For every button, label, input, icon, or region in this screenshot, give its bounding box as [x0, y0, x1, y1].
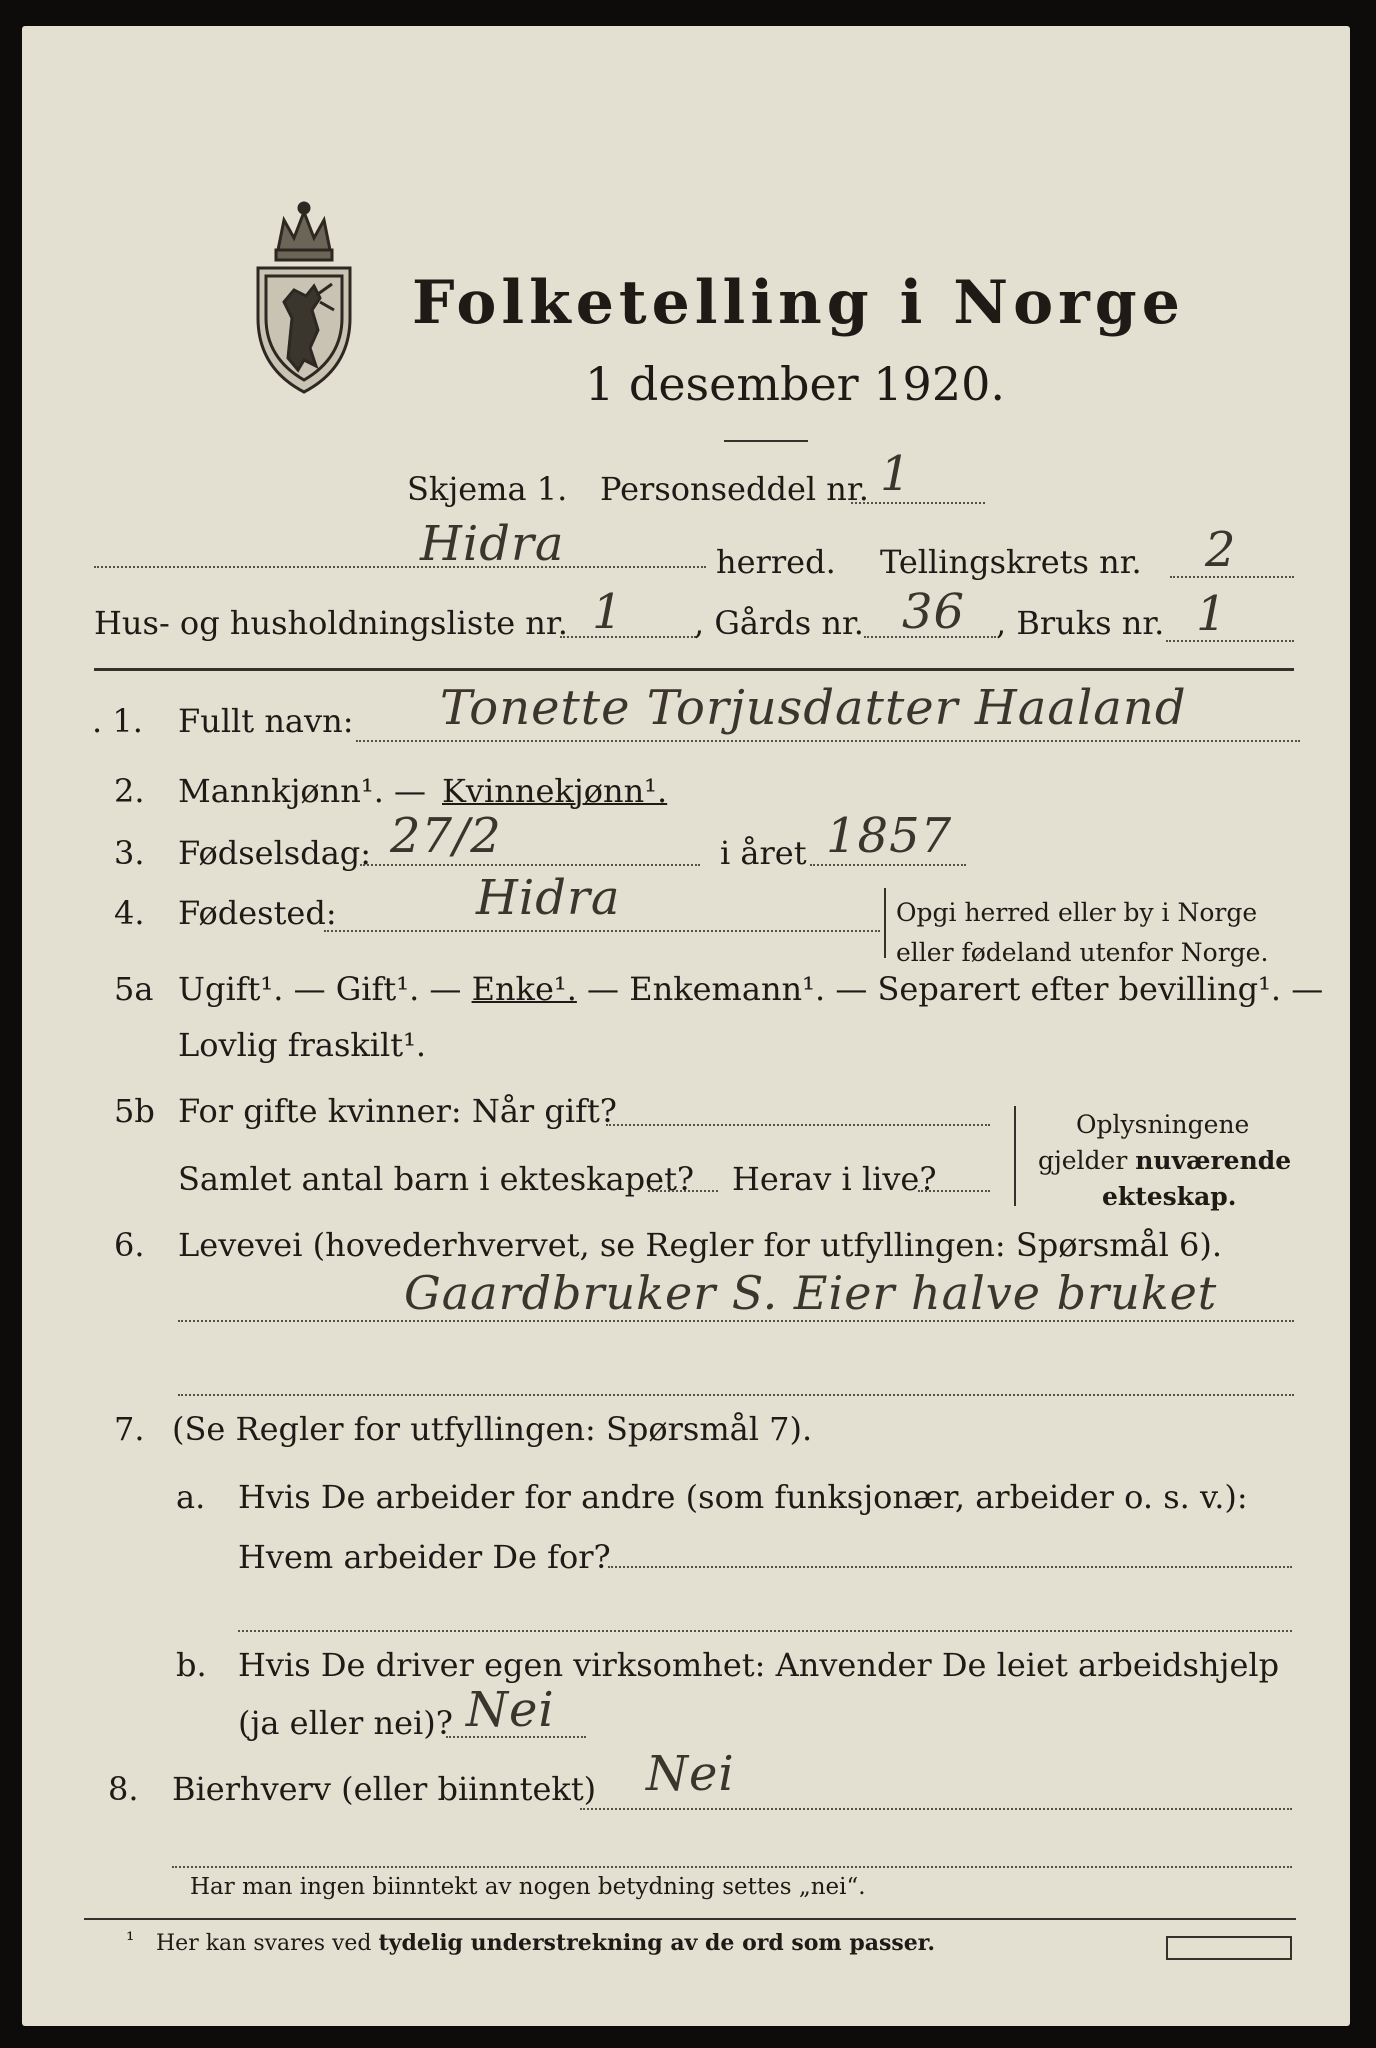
q6-label: Levevei (hovederhvervet, se Regler for utfyllingen: Spørsmål 6). [178, 1226, 1223, 1264]
q4-note-line1: Opgi herred eller by i Norge [896, 898, 1258, 927]
q5a-rest[interactable]: — Enkemann¹. — Separert efter bevilling¹. — [576, 970, 1324, 1008]
q7a-field-line1[interactable] [608, 1566, 1292, 1568]
q5a-gift[interactable]: — Gift¹. — [283, 970, 472, 1008]
q5a-ugift[interactable]: Ugift¹. [178, 970, 284, 1008]
q5b-alive-label: Herav i live? [732, 1160, 937, 1198]
q5b-note-brace [1014, 1106, 1019, 1206]
census-date: 1 desember 1920. [585, 357, 1005, 411]
q8-field-line1[interactable] [580, 1808, 1292, 1810]
tellingskrets-value: 2 [1205, 522, 1237, 578]
q3-year-field[interactable] [810, 864, 966, 866]
q7b-text: Hvis De driver egen virksomhet: Anvender De leiet arbeidshjelp [238, 1646, 1280, 1684]
gards-label: , Gårds nr. [694, 604, 864, 642]
q8-value: Nei [646, 1746, 735, 1802]
bruks-label: , Bruks nr. [996, 604, 1165, 642]
q3-date-value: 27/2 [390, 808, 502, 864]
husliste-field[interactable] [560, 636, 696, 638]
q1-field[interactable] [356, 740, 1300, 742]
q5b-note-line1: Oplysningene [1076, 1110, 1250, 1139]
q5a-line1 [178, 970, 1323, 1008]
tellingskrets-label: Tellingskrets nr. [880, 543, 1142, 581]
q5a-number: 5a [114, 970, 154, 1008]
q3-date-field[interactable] [360, 864, 700, 866]
q5b-children-field[interactable] [648, 1190, 718, 1192]
title-divider [724, 440, 808, 442]
q7a-field-line2[interactable] [238, 1630, 1292, 1632]
personseddel-label: Personseddel nr. [600, 470, 869, 508]
q5b-married-field[interactable] [606, 1124, 990, 1126]
q3-year-label: i året [720, 834, 807, 872]
bruks-field[interactable] [1166, 640, 1294, 642]
q7a-letter: a. [176, 1478, 206, 1516]
q8-field-line2[interactable] [172, 1866, 1292, 1868]
q5b-note-line3: ekteskap. [1102, 1182, 1237, 1211]
q4-number: 4. [114, 894, 145, 932]
footer-note: Har man ingen biinntekt av nogen betydning settes „nei“. [190, 1874, 866, 1900]
q5a-enke[interactable]: Enke¹. [471, 970, 577, 1008]
husliste-label: Hus- og husholdningsliste nr. [94, 604, 568, 642]
q1-label: Fullt navn: [178, 702, 354, 740]
herred-value: Hidra [420, 516, 565, 572]
bruks-value: 1 [1196, 586, 1228, 642]
q2-label-male: Mannkjønn¹. — [178, 772, 427, 810]
header-divider [94, 668, 1294, 671]
q4-label: Fødested: [178, 894, 337, 932]
q7a-question: Hvem arbeider De for? [238, 1538, 611, 1576]
q8-number: 8. [108, 1770, 139, 1808]
q6-field-line2[interactable] [178, 1394, 1294, 1396]
q2-label-female[interactable]: Kvinnekjønn¹. [442, 772, 668, 810]
q4-note-line2: eller fødeland utenfor Norge. [896, 938, 1269, 967]
q7a-text: Hvis De arbeider for andre (som funksjonær, arbeider o. s. v.): [238, 1478, 1248, 1516]
q3-year-value: 1857 [826, 808, 953, 864]
q6-value: Gaardbruker S. Eier halve bruket [404, 1266, 1218, 1320]
herred-label: herred. [716, 543, 836, 581]
q7b-letter: b. [176, 1646, 207, 1684]
personseddel-value: 1 [880, 446, 912, 502]
coat-of-arms-icon [248, 198, 360, 398]
q1-number: . 1. [92, 702, 143, 740]
q7-number: 7. [114, 1410, 145, 1448]
q5b-married-label: For gifte kvinner: Når gift? [178, 1092, 617, 1130]
footnote-text: Her kan svares ved tydelig understrekning av de ord som passer. [156, 1930, 936, 1956]
herred-field[interactable] [94, 566, 706, 568]
q7b-question: (ja eller nei)? [238, 1704, 453, 1742]
q3-number: 3. [114, 834, 145, 872]
personseddel-field[interactable] [851, 502, 985, 504]
q6-field-line1[interactable] [178, 1320, 1294, 1322]
skjema-label: Skjema 1. [407, 470, 568, 508]
q4-value: Hidra [476, 870, 621, 926]
q4-field[interactable] [324, 930, 880, 932]
q5b-number: 5b [114, 1092, 155, 1130]
form-title: Folketelling i Norge [412, 268, 1185, 338]
q2-number: 2. [114, 772, 145, 810]
husliste-value: 1 [592, 584, 624, 640]
q5a-line2[interactable]: Lovlig fraskilt¹. [178, 1026, 427, 1064]
printer-stamp [1166, 1936, 1292, 1960]
q7-label: (Se Regler for utfyllingen: Spørsmål 7). [172, 1410, 813, 1448]
q3-label: Fødselsdag: [178, 834, 372, 872]
gards-value: 36 [902, 584, 966, 640]
q4-note-brace [884, 888, 889, 958]
q5b-note-line2: gjelder nuværende [1038, 1146, 1292, 1175]
q8-label: Bierhverv (eller biinntekt) [172, 1770, 597, 1808]
q7b-value: Nei [466, 1682, 555, 1738]
footnote-divider [84, 1918, 1296, 1920]
q5b-children-label: Samlet antal barn i ekteskapet? [178, 1160, 695, 1198]
footnote-mark: ¹ [126, 1928, 135, 1952]
q5b-alive-field[interactable] [918, 1190, 990, 1192]
q6-number: 6. [114, 1226, 145, 1264]
q1-value: Tonette Torjusdatter Haaland [440, 680, 1187, 736]
